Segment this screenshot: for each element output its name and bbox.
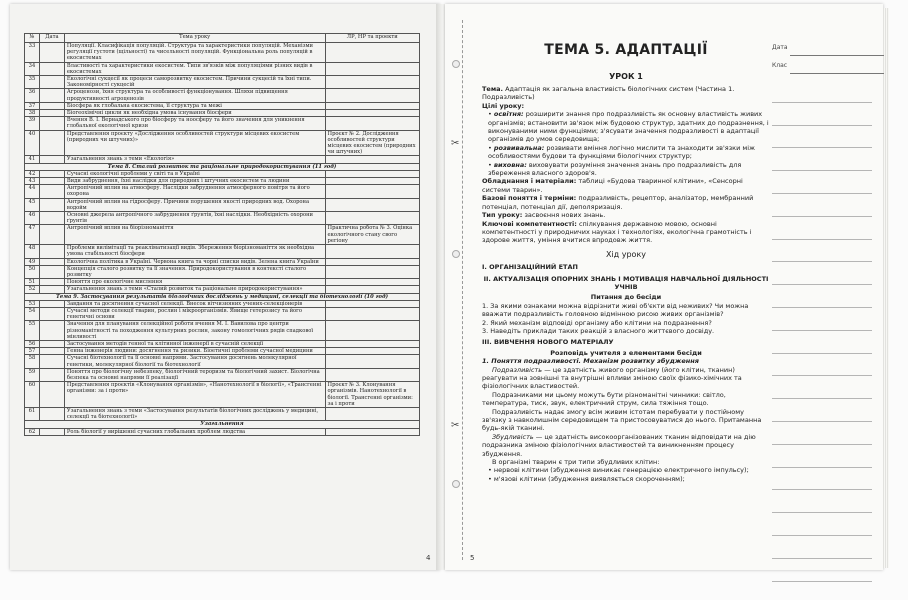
course-heading: Хід уроку xyxy=(605,249,647,259)
row-project xyxy=(325,307,419,320)
note-line xyxy=(772,194,872,217)
row-number: 50 xyxy=(25,265,40,278)
table-row xyxy=(25,198,420,211)
row-number: 55 xyxy=(25,321,40,341)
row-project: Проєкт № 3. Клонування організмів. Нанотехнології в біології. Трансгенні організми: за і проти xyxy=(325,382,419,408)
row-number: 48 xyxy=(25,245,40,258)
table-row xyxy=(25,321,420,341)
row-date xyxy=(39,355,64,368)
row-number: 33 xyxy=(25,43,40,63)
row-number: 53 xyxy=(25,300,40,307)
row-date xyxy=(39,76,64,89)
paragraph: Подразливість — це здатність живого організму (його клітин, тканин) реагувати на зовнішні та внутрішні впливи зміною своїх фізико-хімічних та фізіологічних властивостей. xyxy=(482,365,742,391)
row-project xyxy=(325,185,419,198)
table-row xyxy=(25,348,420,355)
header-topic: Тема уроку xyxy=(64,34,325,43)
binder-hole xyxy=(452,480,460,488)
date-field[interactable] xyxy=(772,44,788,62)
stage-heading: II. АКТУАЛІЗАЦІЯ ОПОРНИХ ЗНАНЬ І МОТИВАЦІЯ НАВЧАЛЬНОЇ ДІЯЛЬНОСТІ УЧНІВ xyxy=(483,274,769,291)
table-row xyxy=(25,307,420,320)
list-item: • нервові клітини (збудження виникає генерацією електричного імпульсу); xyxy=(482,466,770,474)
lesson-content xyxy=(482,14,770,483)
row-number: 59 xyxy=(25,368,40,381)
row-topic: Біогеохімічні цикли як необхідна умова існування біосфери xyxy=(64,110,325,117)
row-topic: Екологічна політика в Україні. Червона книга та чорні списки видів. Зелена книга України xyxy=(64,258,325,265)
note-line xyxy=(772,262,872,285)
row-date xyxy=(39,382,64,408)
row-topic: Популяції. Класифікація популяцій. Структура та характеристики популяцій. Механізми регуляції густоти (щільності) та чисельності популяцій. Функціональна роль популяцій в екосистемах xyxy=(64,43,325,63)
row-date xyxy=(39,130,64,156)
row-topic: Узагальнення знань з теми «Застосування результатів біологічних досліджень у медицині, селекції та біотехнології» xyxy=(64,407,325,420)
row-number: 37 xyxy=(25,102,40,109)
row-number: 49 xyxy=(25,258,40,265)
row-number: 38 xyxy=(25,110,40,117)
row-date xyxy=(39,286,64,293)
note-line xyxy=(772,376,872,399)
table-row xyxy=(25,382,420,408)
row-date xyxy=(39,43,64,63)
row-project xyxy=(325,62,419,75)
questions-label: Питання до бесіди xyxy=(590,293,662,302)
row-topic: Представлення проєкту «Дослідження особливостей структури місцевих екосистем (природних чи штучних)» xyxy=(64,130,325,156)
table-row xyxy=(25,279,420,286)
row-date xyxy=(39,340,64,347)
table-row xyxy=(25,286,420,293)
row-number: 58 xyxy=(25,355,40,368)
row-date xyxy=(39,307,64,320)
row-topic: Представлення проєктів «Клонування організмів», «Нанотехнології в біології», «Трансгенні організми: за і проти» xyxy=(64,382,325,408)
note-line xyxy=(772,126,872,149)
note-line xyxy=(772,536,872,559)
table-row xyxy=(25,117,420,130)
table-header-row xyxy=(25,34,420,43)
question-item: 1. За якими ознаками можна відрізнити живі об'єкти від неживих? Чи можна вважати подразливість головною відмінною рисою живих організмів? xyxy=(482,301,749,319)
page-edges xyxy=(883,8,889,568)
row-number: 41 xyxy=(25,156,40,163)
row-date xyxy=(39,321,64,341)
note-line xyxy=(772,171,872,194)
competences-line: Ключові компетентності: спілкування державною мовою, основні компетентності у природничих науках і технологіях, екологічна грамотність і здорове життя, уміння вчитися впродовж життя. xyxy=(482,219,752,245)
stage-heading: III. ВИВЧЕННЯ НОВОГО МАТЕРІАЛУ xyxy=(482,338,614,347)
class-label: Клас xyxy=(772,62,788,69)
row-date xyxy=(39,225,64,245)
note-line xyxy=(772,513,872,536)
row-project xyxy=(325,428,419,435)
table-section-row xyxy=(25,293,420,300)
scissors-icon: ✂ xyxy=(451,420,460,431)
row-topic: Сучасні методи селекції тварин, рослин і мікроорганізмів. Явище гетерозису та його генетичні основи xyxy=(64,307,325,320)
note-line xyxy=(772,331,872,354)
lesson-plan-table xyxy=(24,33,420,436)
table-row xyxy=(25,258,420,265)
paragraph: Подразливість надає змогу всім живим істотам перебувати у постійному зв'язку з навколишнім середовищем та пристосовуватися до нього. Притаманна будь-якій тканині. xyxy=(482,407,762,433)
row-date xyxy=(39,102,64,109)
row-topic: Вчення В. І. Вернадського про біосферу та ноосферу та його значення для уникнення глобальної екологічної кризи xyxy=(64,117,325,130)
header-date: Дата xyxy=(39,34,64,43)
row-project: Проєкт № 2. Дослідження особливостей структури місцевих екосистем (природних чи штучних) xyxy=(325,130,419,156)
row-project xyxy=(325,407,419,420)
row-topic: Антропічний вплив на атмосферу. Наслідки забруднення атмосферного повітря та його охорона xyxy=(64,185,325,198)
table-body xyxy=(25,43,420,436)
row-topic: Узагальнення знань з теми «Сталий розвиток та раціональне природокористування» xyxy=(64,286,325,293)
row-number: 36 xyxy=(25,89,40,102)
row-project xyxy=(325,198,419,211)
row-topic: Біосфера як глобальна екосистема, її структура та межі xyxy=(64,102,325,109)
row-project xyxy=(325,102,419,109)
row-number: 61 xyxy=(25,407,40,420)
table-row xyxy=(25,225,420,245)
table-row xyxy=(25,428,420,435)
note-line xyxy=(772,422,872,445)
row-topic: Генна інженерія людини: досягнення та ризики. Біоетичні проблеми сучасної медицини xyxy=(64,348,325,355)
row-date xyxy=(39,62,64,75)
table-row xyxy=(25,76,420,89)
table-row xyxy=(25,110,420,117)
table-row xyxy=(25,156,420,163)
row-topic: Концепція сталого розвитку та її значення. Природокористування в контексті сталого розвитку xyxy=(64,265,325,278)
note-line xyxy=(772,217,872,240)
row-topic: Антропічний вплив на біорізноманіття xyxy=(64,225,325,245)
page-title: ТЕМА 5. АДАПТАЦІЇ xyxy=(544,42,708,58)
row-number: 39 xyxy=(25,117,40,130)
row-date xyxy=(39,245,64,258)
section-title: Тема 9. Застосування результатів біологічних досліджень у медицині, селекції та біотехнології (10 год) xyxy=(25,293,420,300)
row-number: 34 xyxy=(25,62,40,75)
row-date xyxy=(39,279,64,286)
table-section-row xyxy=(25,421,420,428)
page-number-right: 5 xyxy=(470,554,475,562)
table-row xyxy=(25,89,420,102)
row-project xyxy=(325,156,419,163)
question-item: 3. Наведіть приклади таких реакцій з власного життєвого досвіду. xyxy=(482,326,715,335)
row-project xyxy=(325,76,419,89)
row-project xyxy=(325,110,419,117)
row-date xyxy=(39,265,64,278)
table-row xyxy=(25,245,420,258)
paragraph: Збудливість — це здатність високоорганізованих тканин відповідати на дію подразника зміною фізіологічних властивостей та виникненням процесу збудження. xyxy=(482,432,756,458)
row-date xyxy=(39,110,64,117)
note-line xyxy=(772,80,872,103)
row-number: 42 xyxy=(25,170,40,177)
row-date xyxy=(39,258,64,265)
row-date xyxy=(39,185,64,198)
table-row xyxy=(25,43,420,63)
table-row xyxy=(25,368,420,381)
table-row xyxy=(25,130,420,156)
row-project xyxy=(325,89,419,102)
row-topic: Види забруднення, їхні наслідки для природних і штучних екосистем та людини xyxy=(64,178,325,185)
row-date xyxy=(39,428,64,435)
section-title: Тема 8. Сталий розвиток та раціональне природокористування (11 год) xyxy=(25,163,420,170)
row-project xyxy=(325,321,419,341)
note-line xyxy=(772,148,872,171)
table-row xyxy=(25,102,420,109)
row-project xyxy=(325,300,419,307)
binder-hole xyxy=(452,250,460,258)
row-number: 51 xyxy=(25,279,40,286)
row-date xyxy=(39,170,64,177)
scissors-icon: ✂ xyxy=(451,138,460,149)
paragraph: В організмі тварин є три типи збудливих клітин: xyxy=(492,458,660,467)
row-topic: Сучасні біотехнології та її основні напрями. Застосування досягнень молекулярної генетики, молекулярної біології та біотехнології xyxy=(64,355,325,368)
question-item: 2. Який механізм відповіді організму або клітини на подразнення? xyxy=(482,318,712,327)
row-topic: Поняття про біологічну небезпеку, біологічний тероризм та біологічний захист. Біологічна безпека та основні напрями її реалізації xyxy=(64,368,325,381)
story-label: Розповідь учителя з елементами бесіди xyxy=(550,348,702,357)
binder-hole xyxy=(452,60,460,68)
row-topic: Антропічний вплив на гідросферу. Причини порушення якості природних вод. Охорона водойм xyxy=(64,198,325,211)
row-number: 56 xyxy=(25,340,40,347)
row-project xyxy=(325,348,419,355)
row-project xyxy=(325,43,419,63)
note-line xyxy=(772,490,872,513)
row-date xyxy=(39,300,64,307)
row-date xyxy=(39,368,64,381)
row-topic: Значення для планування селекційної роботи вчення М. І. Вавилова про центри різноманітності та походження культурних рослин, закону гомологічних рядів спадкової мінливості xyxy=(64,321,325,341)
row-project xyxy=(325,286,419,293)
row-topic: Проблеми вилімітації та реакліматизації видів. Збереження біорізноманіття як необхідна умова стабільності біосфери xyxy=(64,245,325,258)
topic-label: Тема. xyxy=(482,85,504,93)
table-row xyxy=(25,170,420,177)
subtopic-heading: 1. Поняття подразливості. Механізм розвитку збудження xyxy=(482,357,699,366)
row-project xyxy=(325,279,419,286)
row-topic: Узагальнення знань з теми «Екологія» xyxy=(64,156,325,163)
row-number: 54 xyxy=(25,307,40,320)
row-number: 43 xyxy=(25,178,40,185)
row-date xyxy=(39,212,64,225)
note-line xyxy=(772,354,872,377)
row-project xyxy=(325,178,419,185)
row-number: 47 xyxy=(25,225,40,245)
goal-item: • розвивальна: розвивати вміння логічно мислити та знаходити зв'язки між особливостями будови та функціями біологічних структур; xyxy=(482,144,770,161)
date-label: Дата xyxy=(772,44,788,51)
goal-item: • виховна: виховувати розуміння значення знань про подразливість для збереження власного здоров'я. xyxy=(482,161,770,178)
table-row xyxy=(25,185,420,198)
goal-item: • освітня: розширити знання про подразливість як основну властивість живих організмів; встановити зв'язок між будовою структур, здатних до подразнення, і виконуваними ними функціями; з'ясувати значення подразливості в адаптації організмів до умов середовища; xyxy=(482,110,770,144)
table-row xyxy=(25,407,420,420)
note-line xyxy=(772,285,872,308)
paragraph: Подразниками ми цьому можуть бути різноманітні чинники: світло, температура, тиск, звук, електричний струм, сила тяжіння тощо. xyxy=(482,390,726,408)
row-topic: Основні джерела антропічного забруднення ґрунтів, їхні наслідки. Необхідність охорони ґрунтів xyxy=(64,212,325,225)
table-row xyxy=(25,265,420,278)
row-date xyxy=(39,89,64,102)
row-date xyxy=(39,198,64,211)
date-class-form xyxy=(772,44,788,80)
row-number: 44 xyxy=(25,185,40,198)
row-number: 62 xyxy=(25,428,40,435)
row-project: Практична робота № 3. Оцінка екологічного стану свого регіону xyxy=(325,225,419,245)
row-topic: Роль біології у вирішенні сучасних глобальних проблем людства xyxy=(64,428,325,435)
row-topic: Сучасні екологічні проблеми у світі та в Україні xyxy=(64,170,325,177)
row-topic: Властивості та характеристики екосистем. Типи зв'язків між популяціями різних видів в екосистемах xyxy=(64,62,325,75)
row-number: 60 xyxy=(25,382,40,408)
row-topic: Екологічні сукцесії як процеси саморозвитку екосистем. Причини сукцесій та їхні типи. Закономірності сукцесій xyxy=(64,76,325,89)
goals-label: Цілі уроку: xyxy=(482,101,525,110)
row-date xyxy=(39,156,64,163)
row-project xyxy=(325,368,419,381)
row-date xyxy=(39,178,64,185)
note-line xyxy=(772,559,872,582)
table-row xyxy=(25,355,420,368)
lesson-number: УРОК 1 xyxy=(609,72,643,81)
note-line xyxy=(772,103,872,126)
row-project xyxy=(325,265,419,278)
topic-line xyxy=(482,85,770,102)
section-title: Узагальнення xyxy=(25,421,420,428)
row-project xyxy=(325,245,419,258)
topic-text: Адаптація як загальна властивість біологічних систем (Частина 1. Подразливість) xyxy=(482,85,735,102)
table-row xyxy=(25,212,420,225)
page-number-left: 4 xyxy=(426,554,431,562)
row-date xyxy=(39,407,64,420)
row-project xyxy=(325,355,419,368)
row-project xyxy=(325,117,419,130)
note-line xyxy=(772,399,872,422)
row-project xyxy=(325,340,419,347)
note-line xyxy=(772,308,872,331)
table-row xyxy=(25,62,420,75)
row-date xyxy=(39,117,64,130)
row-topic: Поняття про екологічне мислення xyxy=(64,279,325,286)
type-line: Тип уроку: засвоєння нових знань. xyxy=(482,211,606,220)
table-section-row xyxy=(25,163,420,170)
table-row xyxy=(25,340,420,347)
header-projects: ЛР, НР та проекти xyxy=(325,34,419,43)
stage-heading: I. ОРГАНІЗАЦІЙНИЙ ЕТАП xyxy=(482,263,578,272)
row-topic: Агроценози, їхня структура та особливості функціонування. Шляхи підвищення продуктивності агроценозів xyxy=(64,89,325,102)
row-topic: Завдання та досягнення сучасної селекції. Внесок вітчизняних учених-селекціонерів xyxy=(64,300,325,307)
equipment-line: Обладнання і матеріали: таблиці «Будова тваринної клітини», «Сенсорні системи тварин». xyxy=(482,177,743,194)
notes-lines xyxy=(772,80,872,582)
table-row xyxy=(25,300,420,307)
list-item: • м'язові клітини (збудження виявляється скороченням); xyxy=(482,475,770,483)
table-row xyxy=(25,178,420,185)
row-project xyxy=(325,258,419,265)
row-topic: Застосування методів генної та клітинної інженерії в сучасній селекції xyxy=(64,340,325,347)
row-date xyxy=(39,348,64,355)
row-project xyxy=(325,170,419,177)
row-number: 45 xyxy=(25,198,40,211)
lesson-body xyxy=(482,85,770,483)
row-number: 57 xyxy=(25,348,40,355)
note-line xyxy=(772,445,872,468)
terms-line: Базові поняття і терміни: подразливість, рецептор, аналізатор, мембранний потенціал, потенціал дії, деполяризація. xyxy=(482,194,754,211)
row-number: 46 xyxy=(25,212,40,225)
row-project xyxy=(325,212,419,225)
cut-line xyxy=(462,20,463,560)
row-number: 52 xyxy=(25,286,40,293)
note-line xyxy=(772,240,872,263)
note-line xyxy=(772,468,872,491)
row-number: 40 xyxy=(25,130,40,156)
class-field[interactable] xyxy=(772,62,788,80)
header-number: № xyxy=(25,34,40,43)
row-number: 35 xyxy=(25,76,40,89)
